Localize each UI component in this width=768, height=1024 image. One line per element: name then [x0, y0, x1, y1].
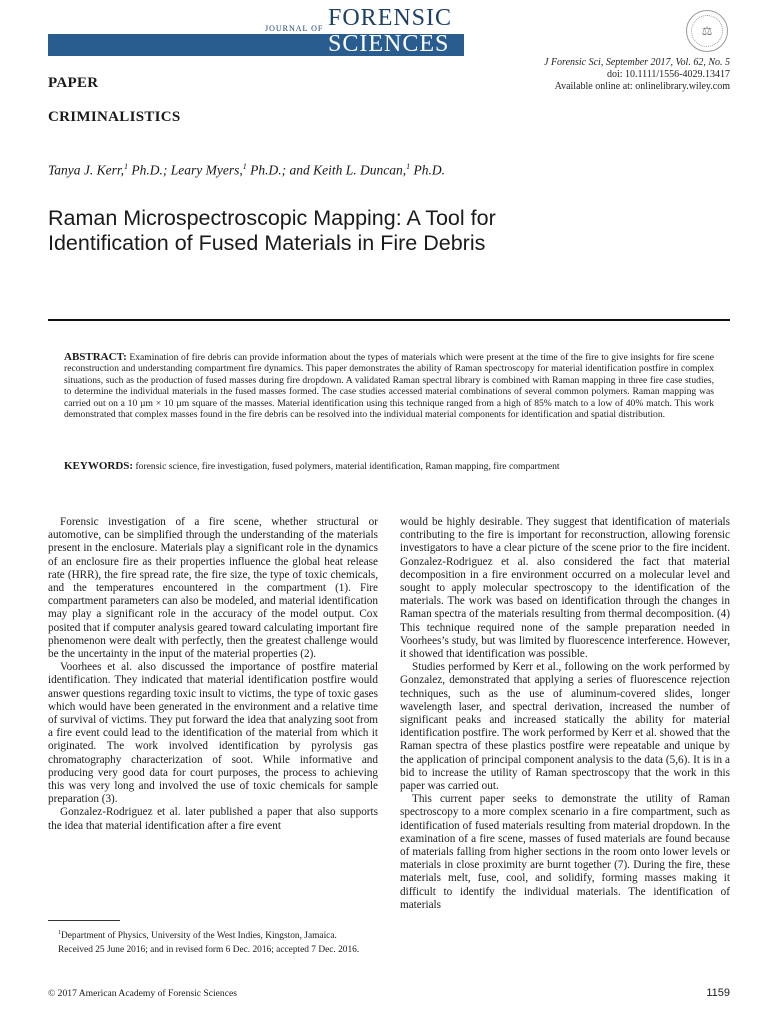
author-name: Leary Myers,	[170, 162, 243, 178]
journal-name-prefix: JOURNAL OF	[265, 24, 324, 33]
society-seal-icon: ⚖	[686, 10, 728, 52]
abstract-label: ABSTRACT:	[64, 351, 127, 363]
citation-volume: J Forensic Sci, September 2017, Vol. 62, No. 5	[544, 57, 730, 68]
author-name: Keith L. Duncan,	[313, 162, 407, 178]
keywords	[64, 460, 714, 473]
body-column-right	[400, 516, 730, 912]
title-divider	[48, 319, 730, 321]
keywords-text: forensic science, fire investigation, fused polymers, material identification, Raman mapping, fire compartment	[133, 461, 560, 472]
footnote	[48, 928, 378, 958]
author-degree: Ph.D.;	[128, 162, 171, 178]
abstract	[64, 352, 714, 420]
body-paragraph: would be highly desirable. They suggest that identification of materials contributing to the fire is important for reconstruction, allowing forensic investigators to have a clear picture of the scene prior to the fire incident. Gonzalez-Rodriguez et al. also considered the fact that material decomposition in a fire environment occurred on a molecular level and sought to apply molecular spectroscopy to the identification of the materials. The work was based on identification through the changes in Raman spectra of the materials resulting from thermal decomposition. (4) This technique required none of the sample preparation needed in Voorhees’s study, but was limited by fluorescence interference. However, it showed that identification was possible.	[400, 516, 730, 661]
abstract-text: Examination of fire debris can provide information about the types of materials which were present at the time of the fire to give insights for fire scene reconstruction and understanding compartment fire dynamics. This paper demonstrates the ability of Raman spectroscopy for material identification postfire in complex situations, such as the production of fused masses during fire dropdown. A validated Raman spectral library is combined with Raman mapping in three fire case studies, to determine the individual materials in the fused masses formed. The case studies accessed material combinations of several common polymers. Raman mapping was carried out on a 10 µm × 10 µm square of the masses. Material identification using this technique ranged from a high of 85% match to a low of 40% match. This work demonstrated that complex masses found in the fire debris can be resolved into the individual material components for identification and spatial distribution.	[64, 352, 714, 421]
footnote-divider	[48, 920, 120, 921]
body-paragraph: Gonzalez-Rodriguez et al. later published a paper that also supports the idea that material identification after a fire event	[48, 806, 378, 832]
author-affiliation-mark: 1	[242, 162, 247, 171]
author-list	[48, 162, 445, 179]
citation-block	[544, 57, 730, 93]
footnote-affiliation: Department of Physics, University of the West Indies, Kingston, Jamaica.	[61, 931, 337, 942]
journal-name-sciences: SCIENCES	[328, 31, 450, 57]
paper-type: PAPER	[48, 75, 99, 91]
author-affiliation-mark: 1	[124, 162, 129, 171]
body-paragraph: This current paper seeks to demonstrate the utility of Raman spectroscopy to a more complex scenario in a fire compartment, such as identification of fused materials resulting from material dropdown. In the examination of a fire scene, masses of fused materials are found because of materials falling from higher sections in the room onto lower levels or materials in close proximity are burnt together (7). During the fire, these materials melt, fuse, cool, and solidify, forming masses making it difficult to identify the individual materials. The identification of materials	[400, 793, 730, 911]
copyright: © 2017 American Academy of Forensic Sciences	[48, 988, 237, 999]
footnote-dates: Received 25 June 2016; and in revised form 6 Dec. 2016; accepted 7 Dec. 2016.	[58, 944, 360, 955]
page-number: 1159	[706, 987, 730, 999]
body-paragraph: Forensic investigation of a fire scene, whether structural or automotive, can be simplified through the understanding of the materials present in the enclosure. Materials play a significant role in the dynamics of an enclosure fire as their properties influence the global heat release rate (HRR), the fire spread rate, the fire size, the type of toxic chemicals, and the temperatures encountered in the compartment (1). Fire compartment parameters can also be modeled, and material identification may play a significant role in the accuracy of the model output. Cox posited that if computer analysis geared toward calculating important fire phenomenon were dealt with perfectly, then the greatest challenge would be the uncertainty in the input of the material properties (2).	[48, 516, 378, 661]
paper-category: CRIMINALISTICS	[48, 109, 181, 125]
author-name: Tanya J. Kerr,	[48, 162, 125, 178]
citation-online[interactable]: Available online at: onlinelibrary.wiley.com	[554, 81, 730, 92]
article-title: Raman Microspectroscopic Mapping: A Tool for Identification of Fused Materials in Fire Debris	[48, 206, 496, 255]
author-degree: Ph.D.; and	[246, 162, 314, 178]
body-paragraph: Studies performed by Kerr et al., following on the work performed by Gonzalez, demonstrated that applying a series of fluorescence rejection techniques, such as the use of aluminum-covered slides, longer wavelength laser, and spectral derivation, increased the number of significant peaks and increased statically the ability for material identification postfire. The work performed by Kerr et al. showed that the Raman spectra of these plastics postfire were repeatable and unique by the application of principal component analysis to the data (5,6). It is in a bid to increase the utility of Raman spectroscopy that the work in this paper was carried out.	[400, 661, 730, 793]
footnote-mark: 1	[58, 930, 61, 936]
citation-doi[interactable]: doi: 10.1111/1556-4029.13417	[606, 69, 730, 80]
journal-name-forensic: FORENSIC	[328, 5, 453, 31]
author-degree: Ph.D.	[410, 162, 445, 178]
body-paragraph: Voorhees et al. also discussed the importance of postfire material identification. They indicated that material identification postfire would answer questions regarding toxic insult to victims, the type of toxic gases which would have been generated in the environment and a relative time of survival of victims. They put forward the idea that analyzing soot from a fire event could lead to the identification of the material from which it originated. The work involved identification by pyrolysis gas chromatography characterization of soot. While informative and producing very good data for court purposes, the process to achieving this was very long and involved the use of toxic chemicals for sample preparation (3).	[48, 661, 378, 806]
author-affiliation-mark: 1	[406, 162, 411, 171]
keywords-label: KEYWORDS:	[64, 460, 134, 472]
body-column-left	[48, 516, 378, 833]
